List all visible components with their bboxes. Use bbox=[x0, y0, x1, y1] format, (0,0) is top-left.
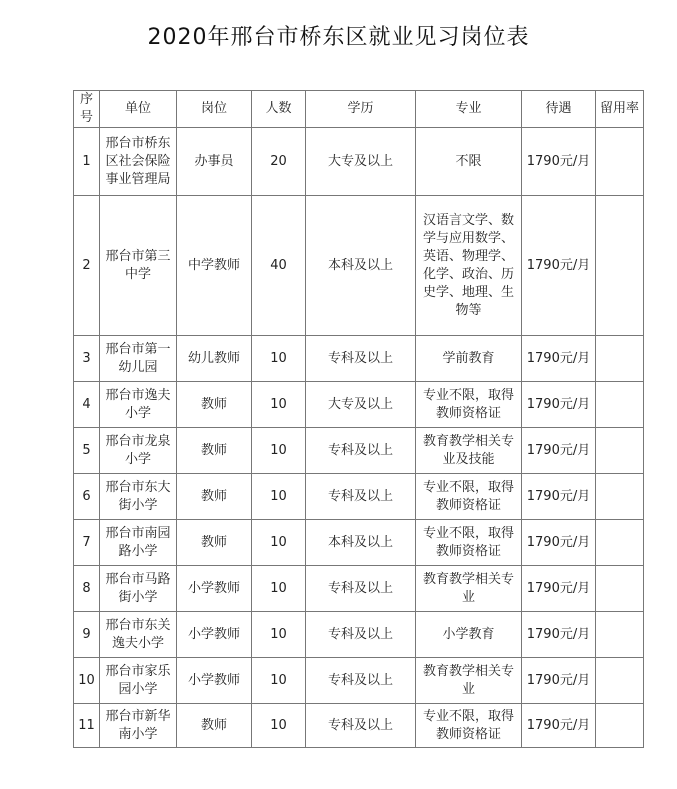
header-post: 岗位 bbox=[177, 91, 252, 128]
row-education: 专科及以上 bbox=[306, 428, 416, 474]
row-index: 9 bbox=[74, 612, 100, 658]
row-pay: 1790元/月 bbox=[522, 520, 596, 566]
row-count: 10 bbox=[252, 474, 306, 520]
row-retention bbox=[596, 658, 644, 704]
row-count: 10 bbox=[252, 428, 306, 474]
row-index: 5 bbox=[74, 428, 100, 474]
row-post: 中学教师 bbox=[177, 196, 252, 336]
row-pay: 1790元/月 bbox=[522, 196, 596, 336]
row-unit: 邢台市第一幼儿园 bbox=[100, 336, 177, 382]
row-major: 专业不限，取得教师资格证 bbox=[416, 474, 522, 520]
row-major: 学前教育 bbox=[416, 336, 522, 382]
table-row bbox=[74, 704, 644, 748]
row-index: 3 bbox=[74, 336, 100, 382]
header-education: 学历 bbox=[306, 91, 416, 128]
row-unit: 邢台市东关逸夫小学 bbox=[100, 612, 177, 658]
row-post: 小学教师 bbox=[177, 612, 252, 658]
row-major: 教育教学相关专业及技能 bbox=[416, 428, 522, 474]
document-title: 2020年邢台市桥东区就业见习岗位表 bbox=[147, 25, 530, 50]
row-unit: 邢台市逸夫小学 bbox=[100, 382, 177, 428]
row-count: 10 bbox=[252, 704, 306, 748]
row-index: 11 bbox=[74, 704, 100, 748]
row-count: 40 bbox=[252, 196, 306, 336]
row-education: 专科及以上 bbox=[306, 336, 416, 382]
table-row bbox=[74, 474, 644, 520]
row-count: 10 bbox=[252, 658, 306, 704]
row-retention bbox=[596, 428, 644, 474]
row-pay: 1790元/月 bbox=[522, 128, 596, 196]
row-pay: 1790元/月 bbox=[522, 704, 596, 748]
row-index: 6 bbox=[74, 474, 100, 520]
row-post: 小学教师 bbox=[177, 566, 252, 612]
table-row bbox=[74, 428, 644, 474]
row-education: 专科及以上 bbox=[306, 474, 416, 520]
row-index: 8 bbox=[74, 566, 100, 612]
table-row bbox=[74, 520, 644, 566]
row-index: 1 bbox=[74, 128, 100, 196]
row-unit: 邢台市东大街小学 bbox=[100, 474, 177, 520]
row-retention bbox=[596, 196, 644, 336]
row-education: 大专及以上 bbox=[306, 382, 416, 428]
row-count: 10 bbox=[252, 566, 306, 612]
row-retention bbox=[596, 704, 644, 748]
row-count: 10 bbox=[252, 336, 306, 382]
row-pay: 1790元/月 bbox=[522, 428, 596, 474]
row-pay: 1790元/月 bbox=[522, 336, 596, 382]
row-unit: 邢台市南园路小学 bbox=[100, 520, 177, 566]
row-pay: 1790元/月 bbox=[522, 612, 596, 658]
row-retention bbox=[596, 566, 644, 612]
table-row bbox=[74, 382, 644, 428]
row-post: 教师 bbox=[177, 474, 252, 520]
row-major: 教育教学相关专业 bbox=[416, 658, 522, 704]
row-education: 专科及以上 bbox=[306, 658, 416, 704]
row-index: 2 bbox=[74, 196, 100, 336]
row-unit: 邢台市马路街小学 bbox=[100, 566, 177, 612]
row-count: 10 bbox=[252, 382, 306, 428]
row-index: 7 bbox=[74, 520, 100, 566]
row-post: 小学教师 bbox=[177, 658, 252, 704]
row-pay: 1790元/月 bbox=[522, 658, 596, 704]
row-education: 专科及以上 bbox=[306, 566, 416, 612]
header-major: 专业 bbox=[416, 91, 522, 128]
table-row bbox=[74, 336, 644, 382]
row-unit: 邢台市桥东区社会保险事业管理局 bbox=[100, 128, 177, 196]
row-major: 专业不限，取得教师资格证 bbox=[416, 520, 522, 566]
row-education: 专科及以上 bbox=[306, 612, 416, 658]
row-pay: 1790元/月 bbox=[522, 382, 596, 428]
table-row bbox=[74, 658, 644, 704]
row-unit: 邢台市家乐园小学 bbox=[100, 658, 177, 704]
row-retention bbox=[596, 336, 644, 382]
row-unit: 邢台市新华南小学 bbox=[100, 704, 177, 748]
row-major: 教育教学相关专业 bbox=[416, 566, 522, 612]
row-retention bbox=[596, 128, 644, 196]
table-row bbox=[74, 612, 644, 658]
table-row bbox=[74, 128, 644, 196]
row-unit: 邢台市龙泉小学 bbox=[100, 428, 177, 474]
row-major: 汉语言文学、数学与应用数学、英语、物理学、化学、政治、历史学、地理、生物等 bbox=[416, 196, 522, 336]
row-index: 4 bbox=[74, 382, 100, 428]
row-post: 办事员 bbox=[177, 128, 252, 196]
row-retention bbox=[596, 520, 644, 566]
table-header-row bbox=[74, 91, 644, 128]
row-retention bbox=[596, 474, 644, 520]
table-row bbox=[74, 196, 644, 336]
row-post: 教师 bbox=[177, 704, 252, 748]
row-education: 本科及以上 bbox=[306, 196, 416, 336]
row-education: 专科及以上 bbox=[306, 704, 416, 748]
table-row bbox=[74, 566, 644, 612]
row-major: 专业不限，取得教师资格证 bbox=[416, 704, 522, 748]
row-post: 教师 bbox=[177, 428, 252, 474]
header-index: 序号 bbox=[74, 91, 100, 128]
row-count: 10 bbox=[252, 520, 306, 566]
row-major: 不限 bbox=[416, 128, 522, 196]
row-education: 本科及以上 bbox=[306, 520, 416, 566]
row-post: 幼儿教师 bbox=[177, 336, 252, 382]
header-pay: 待遇 bbox=[522, 91, 596, 128]
row-index: 10 bbox=[74, 658, 100, 704]
row-count: 10 bbox=[252, 612, 306, 658]
row-unit: 邢台市第三中学 bbox=[100, 196, 177, 336]
row-retention bbox=[596, 382, 644, 428]
internship-positions-table bbox=[73, 90, 644, 748]
row-major: 小学教育 bbox=[416, 612, 522, 658]
row-retention bbox=[596, 612, 644, 658]
row-pay: 1790元/月 bbox=[522, 474, 596, 520]
header-retention: 留用率 bbox=[596, 91, 644, 128]
row-post: 教师 bbox=[177, 382, 252, 428]
header-count: 人数 bbox=[252, 91, 306, 128]
header-unit: 单位 bbox=[100, 91, 177, 128]
row-major: 专业不限，取得教师资格证 bbox=[416, 382, 522, 428]
row-post: 教师 bbox=[177, 520, 252, 566]
row-count: 20 bbox=[252, 128, 306, 196]
row-education: 大专及以上 bbox=[306, 128, 416, 196]
row-pay: 1790元/月 bbox=[522, 566, 596, 612]
